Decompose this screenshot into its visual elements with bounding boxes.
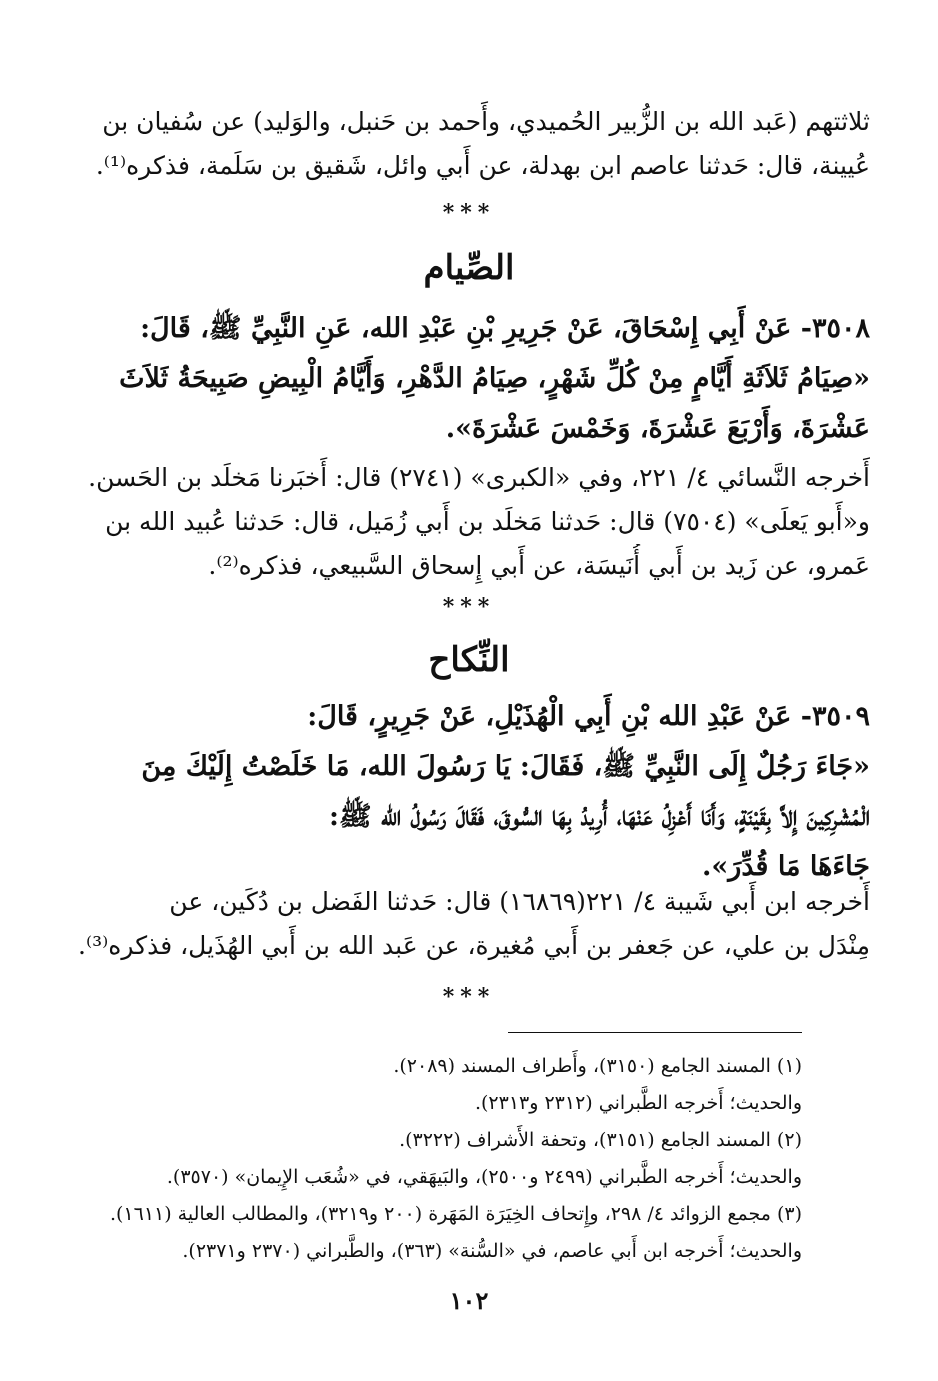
hadith-number-line: ٣٥٠٩- عَنْ عَبْدِ الله بْنِ أَبِي الْهُذَيْلِ، عَنْ جَرِيرٍ، قَالَ: [307, 701, 870, 732]
footnote-line: (٣) مجمع الزوائد ٤/ ٢٩٨، وإِتحاف الخِيَرَة المَهَرة (٢٠٠ و٣٢١٩)، والمطالب العالية (١٦١١). [109, 1203, 802, 1225]
hadith-number-line: ٣٥٠٨- عَنْ أَبِي إِسْحَاقَ، عَنْ جَرِيرِ بْنِ عَبْدِ الله، عَنِ النَّبِيِّ ﷺ، قَالَ: [140, 313, 870, 344]
section-heading-fasting: الصِّيام [423, 248, 515, 288]
footnote-divider [508, 1032, 802, 1033]
takhrij-3508 [68, 456, 870, 588]
section-separator: *** [442, 200, 496, 226]
hadith-3508 [68, 304, 870, 454]
intro-line: عُيينة، قال: حَدثنا عاصم ابن بهدلة، عن أَبي وائل، شَقيق بن سَلَمة، فذكره⁽¹⁾. [95, 151, 870, 180]
intro-line: ثلاثتهم (عَبد الله بن الزُّبير الحُميدي، وأَحمد بن حَنبل، والوَليد) عن سُفيان بن [102, 107, 870, 136]
hadith-text-line: عَشْرَةَ، وَأَرْبَعَ عَشْرَةَ، وَخَمْسَ عَشْرَةَ». [445, 413, 870, 444]
intro-paragraph [68, 100, 870, 188]
hadith-3509 [68, 692, 870, 892]
hadith-text-line: جَاءَهَا مَا قُدِّرَ». [702, 851, 870, 882]
takhrij-line: و«أَبو يَعلَى» (٧٥٠٤) قال: حَدثنا مَخلَد بن أَبي زُمَيل، قال: حَدثنا عُبيد الله بن [105, 507, 870, 536]
footnotes [90, 1048, 802, 1270]
page-number: ١٠٢ [449, 1286, 489, 1315]
section-separator: *** [442, 984, 496, 1010]
footnote-line: والحديث؛ أَخرجه الطَّبراني (٢٣١٢ و٢٣١٣). [474, 1092, 802, 1114]
takhrij-line: أَخرجه النَّسائي ٤/ ٢٢١، وفي «الكبرى» (٢٧٤١) قال: أَخبَرنا مَخلَد بن الحَسن. [88, 463, 870, 492]
takhrij-3509 [68, 880, 870, 968]
footnote-line: (٢) المسند الجامع (٣١٥١)، وتحفة الأَشراف (٣٢٢٢). [399, 1129, 802, 1151]
takhrij-line: أَخرجه ابن أَبي شَيبة ٤/ ٢٢١(١٦٨٦٩) قال: حَدثنا الفَضل بن دُكَين، عن [169, 887, 870, 916]
section-separator: *** [442, 594, 496, 620]
takhrij-line: عَمرو، عن زَيد بن أَبي أُنَيسَة، عن أَبي إِسحاق السَّبيعي، فذكره⁽²⁾. [208, 551, 870, 580]
hadith-text-line: «جَاءَ رَجُلٌ إِلَى النَّبِيِّ ﷺ، فَقَالَ: يَا رَسُولَ الله، مَا خَلَصْتُ إِلَيْكَ مِنَ [141, 751, 870, 782]
hadith-text-line: «صِيَامُ ثَلاَثَةِ أَيَّامٍ مِنْ كُلِّ شَهْرٍ، صِيَامُ الدَّهْرِ، وَأَيَّامُ الْبِيضِ صَبِيحَةُ ثَلاَثَ [119, 363, 870, 394]
footnote-line: والحديث؛ أَخرجه ابن أَبي عاصم، في «السُّنة» (٣٦٣)، والطَّبراني (٢٣٧٠ و٢٣٧١). [182, 1240, 802, 1262]
section-heading-marriage: النِّكاح [428, 640, 510, 680]
takhrij-line: مِنْدَل بن علي، عن جَعفر بن أَبي مُغيرة، عن عَبد الله بن أَبي الهُذَيل، فذكره⁽³⁾. [78, 931, 870, 960]
hadith-text-line: الْمُشْرِكِينَ إِلاَّ بِقَيْنَةٍ، وَأَنَا أَعْزِلُ عَنْهَا، أُرِيدُ بِهَا السُّوقَ، فَقَالَ رَسُولُ الله ﷺ: [328, 801, 870, 832]
footnote-line: (١) المسند الجامع (٣١٥٠)، وأَطراف المسند (٢٠٨٩). [393, 1055, 802, 1077]
footnote-line: والحديث؛ أَخرجه الطَّبراني (٢٤٩٩ و٢٥٠٠)، والبَيهَقي، في «شُعَب الإِيمان» (٣٥٧٠). [166, 1166, 802, 1188]
